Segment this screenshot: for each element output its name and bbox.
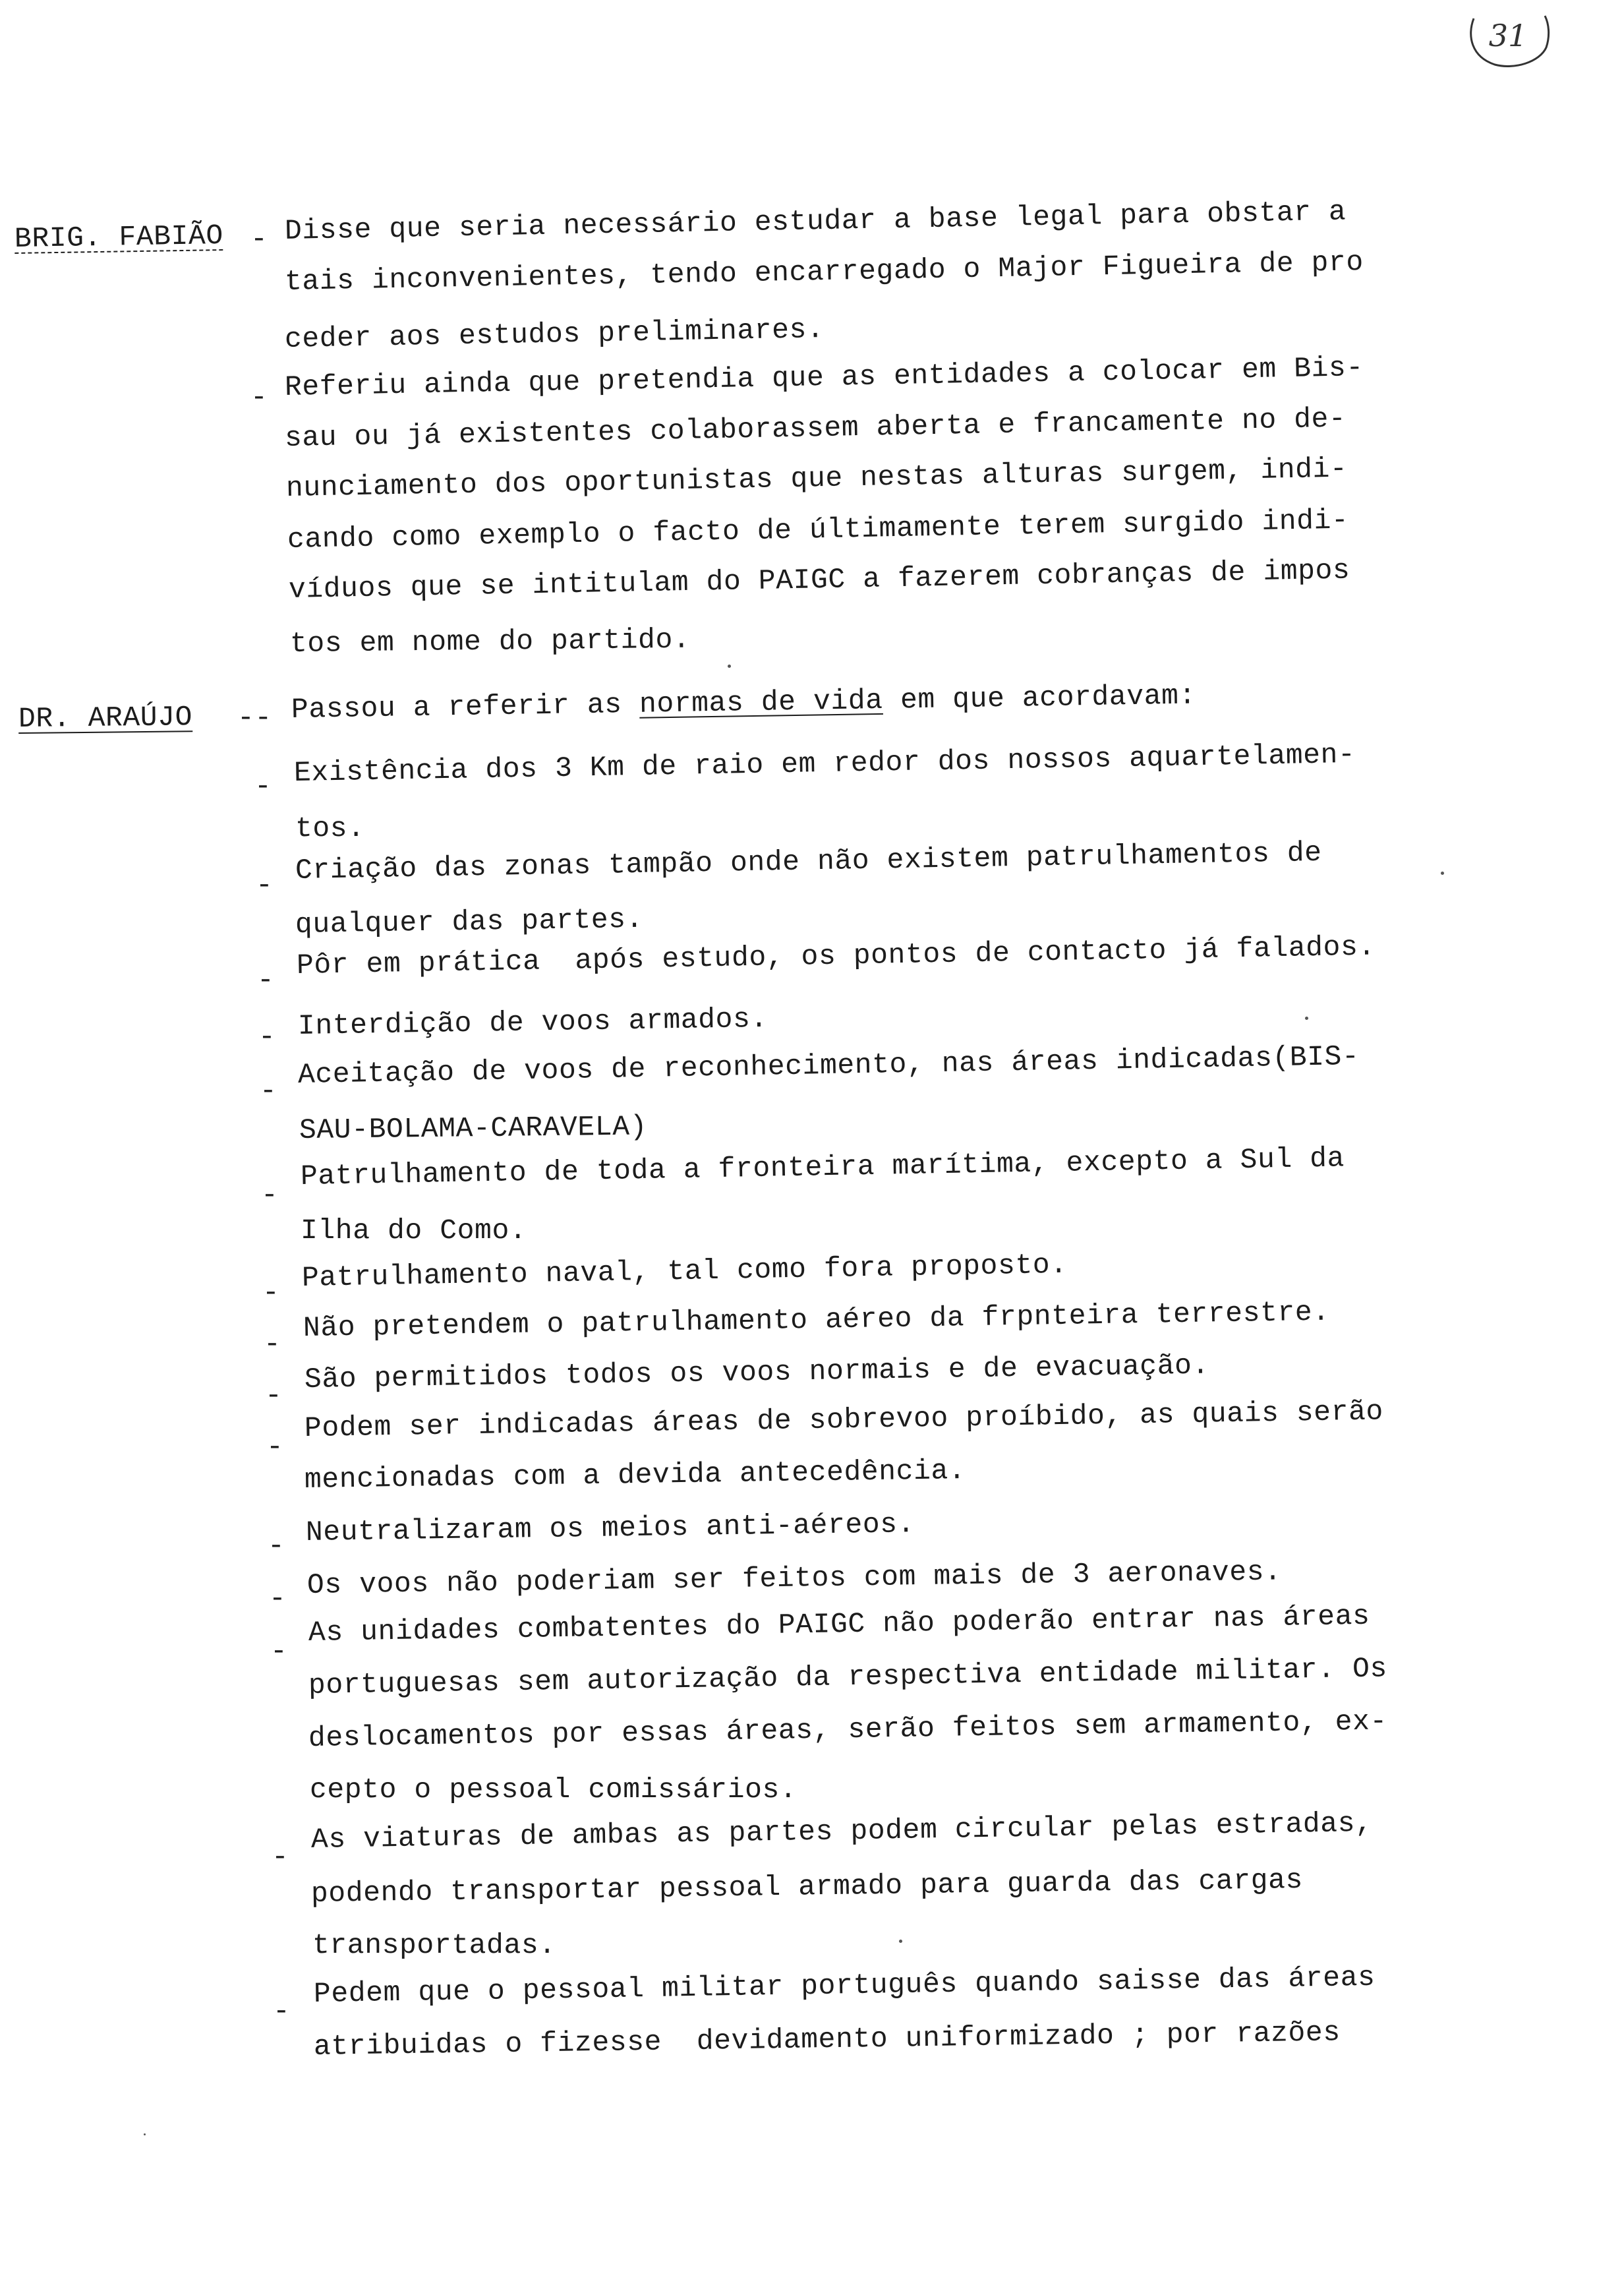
araujo-item-line-18: As unidades combatentes do PAIGC não poderão entrar nas áreas [308, 1599, 1370, 1649]
item-marker-5: - [260, 1075, 277, 1107]
speaker-fabiao: BRIG. FABIÃO [14, 220, 224, 255]
speaker-araujo-line [18, 701, 193, 736]
scan-speck [1305, 1017, 1308, 1020]
item-marker-15: - [273, 1995, 291, 2027]
speaker-araujo: DR. ARAÚJO [18, 701, 193, 735]
fabiao-line-6: nunciamento dos oportunistas que nestas alturas surgem, indi- [285, 452, 1348, 504]
araujo-item-line-9: Patrulhamento de toda a fronteira marítima, excepto a Sul da [300, 1142, 1345, 1193]
araujo-item-line-12: Não pretendem o patrulhamento aéreo da frpnteira terrestre. [303, 1295, 1331, 1344]
item-marker-14: - [272, 1841, 289, 1873]
item-marker-10: - [266, 1431, 284, 1463]
araujo-intro [291, 679, 1197, 727]
item-marker-6: - [261, 1179, 279, 1211]
item-marker-7: - [262, 1276, 280, 1309]
araujo-item-line-3: Criação das zonas tampão onde não existem patrulhamentos de [295, 836, 1323, 887]
item-marker-11: - [268, 1530, 285, 1562]
fabiao-line-3: ceder aos estudos preliminares. [284, 313, 825, 355]
item-marker-2: - [256, 869, 274, 901]
scan-speck [728, 665, 731, 668]
araujo-item-line-21: cepto o pessoal comissários. [310, 1773, 798, 1806]
araujo-intro-after: em que acordavam: [883, 679, 1197, 717]
item-marker-12: - [269, 1582, 287, 1615]
item-marker-4: - [258, 1021, 276, 1053]
fabiao-line-1: Disse que seria necessário estudar a base legal para obstar a [284, 195, 1347, 247]
item-marker-13: - [270, 1635, 288, 1667]
page-number-circle-icon [1462, 9, 1554, 69]
araujo-item-line-23: podendo transportar pessoal armado para guarda das cargas [310, 1863, 1304, 1910]
araujo-intro-before: Passou a referir as [291, 688, 640, 726]
araujo-item-line-6: Interdição de voos armados. [297, 1002, 768, 1042]
fabiao-line-8: víduos que se intitulam do PAIGC a fazerem cobranças de impos [288, 554, 1350, 606]
araujo-item-line-2: tos. [295, 812, 365, 845]
fabiao-line-2: tais inconvenientes, tendo encarregado o Major Figueira de pro [284, 246, 1364, 298]
item-marker-8: - [264, 1328, 281, 1360]
speaker-fabiao-line [14, 220, 224, 256]
scan-speck [144, 2133, 146, 2135]
araujo-item-line-1: Existência dos 3 Km de raio em redor dos nossos aquartelamen- [293, 738, 1356, 789]
araujo-item-line-13: São permitidos todos os voos normais e de evacuação. [304, 1349, 1210, 1396]
araujo-item-line-11: Patrulhamento naval, tal como fora proposto. [301, 1248, 1068, 1294]
araujo-item-line-22: As viaturas de ambas as partes podem circular pelas estradas, [310, 1806, 1373, 1856]
scan-speck [1441, 872, 1444, 875]
scan-speck [899, 1940, 902, 1943]
araujo-item-line-17: Os voos não poderiam ser feitos com mais de 3 aeronaves. [306, 1555, 1282, 1601]
item-marker-3: - [257, 964, 275, 996]
fabiao-line-9: tos em nome do partido. [289, 623, 691, 660]
fabiao-item-marker: - [250, 381, 268, 413]
page-number-text: 31 [1488, 18, 1528, 53]
item-marker-1: - [254, 770, 272, 802]
item-marker-9: - [265, 1379, 283, 1412]
araujo-item-line-14: Podem ser indicadas áreas de sobrevoo proíbido, as quais serão [304, 1395, 1384, 1444]
fabiao-line-5: sau ou já existentes colaborassem aberta e francamente no de- [284, 402, 1347, 454]
araujo-item-line-4: qualquer das partes. [295, 903, 644, 941]
fabiao-line-7: cando como exemplo o facto de últimamente terem surgido indi- [287, 504, 1349, 556]
fabiao-line-4: Referiu ainda que pretendia que as entidades a colocar em Bis- [284, 351, 1364, 403]
fabiao-marker: - [250, 223, 268, 255]
araujo-item-line-5: Pôr em prática após estudo, os pontos de contacto já falados. [296, 930, 1376, 982]
araujo-item-line-26: atribuidas o fizesse devidamento uniformizado ; por razões [313, 2016, 1341, 2063]
normas-de-vida-underlined: normas de vida [639, 684, 884, 721]
araujo-item-line-20: deslocamentos por essas áreas, serão feitos sem armamento, ex- [308, 1705, 1388, 1754]
araujo-item-line-15: mencionadas com a devida antecedência. [304, 1454, 966, 1496]
araujo-item-line-16: Neutralizaram os meios anti-aéreos. [305, 1508, 915, 1549]
araujo-item-line-24: transportadas. [312, 1929, 556, 1961]
araujo-item-line-19: portuguesas sem autorização da respectiva entidade militar. Os [308, 1652, 1388, 1702]
araujo-item-line-8: SAU-BOLAMA-CARAVELA) [299, 1110, 648, 1146]
araujo-item-line-25: Pedem que o pessoal militar português quando saisse das áreas [313, 1961, 1376, 2010]
araujo-item-line-10: Ilha do Como. [301, 1214, 527, 1247]
araujo-marker: -- [237, 701, 272, 734]
araujo-item-line-7: Aceitação de voos de reconhecimento, nas áreas indicadas(BIS- [297, 1040, 1360, 1091]
page-number [1462, 9, 1554, 69]
